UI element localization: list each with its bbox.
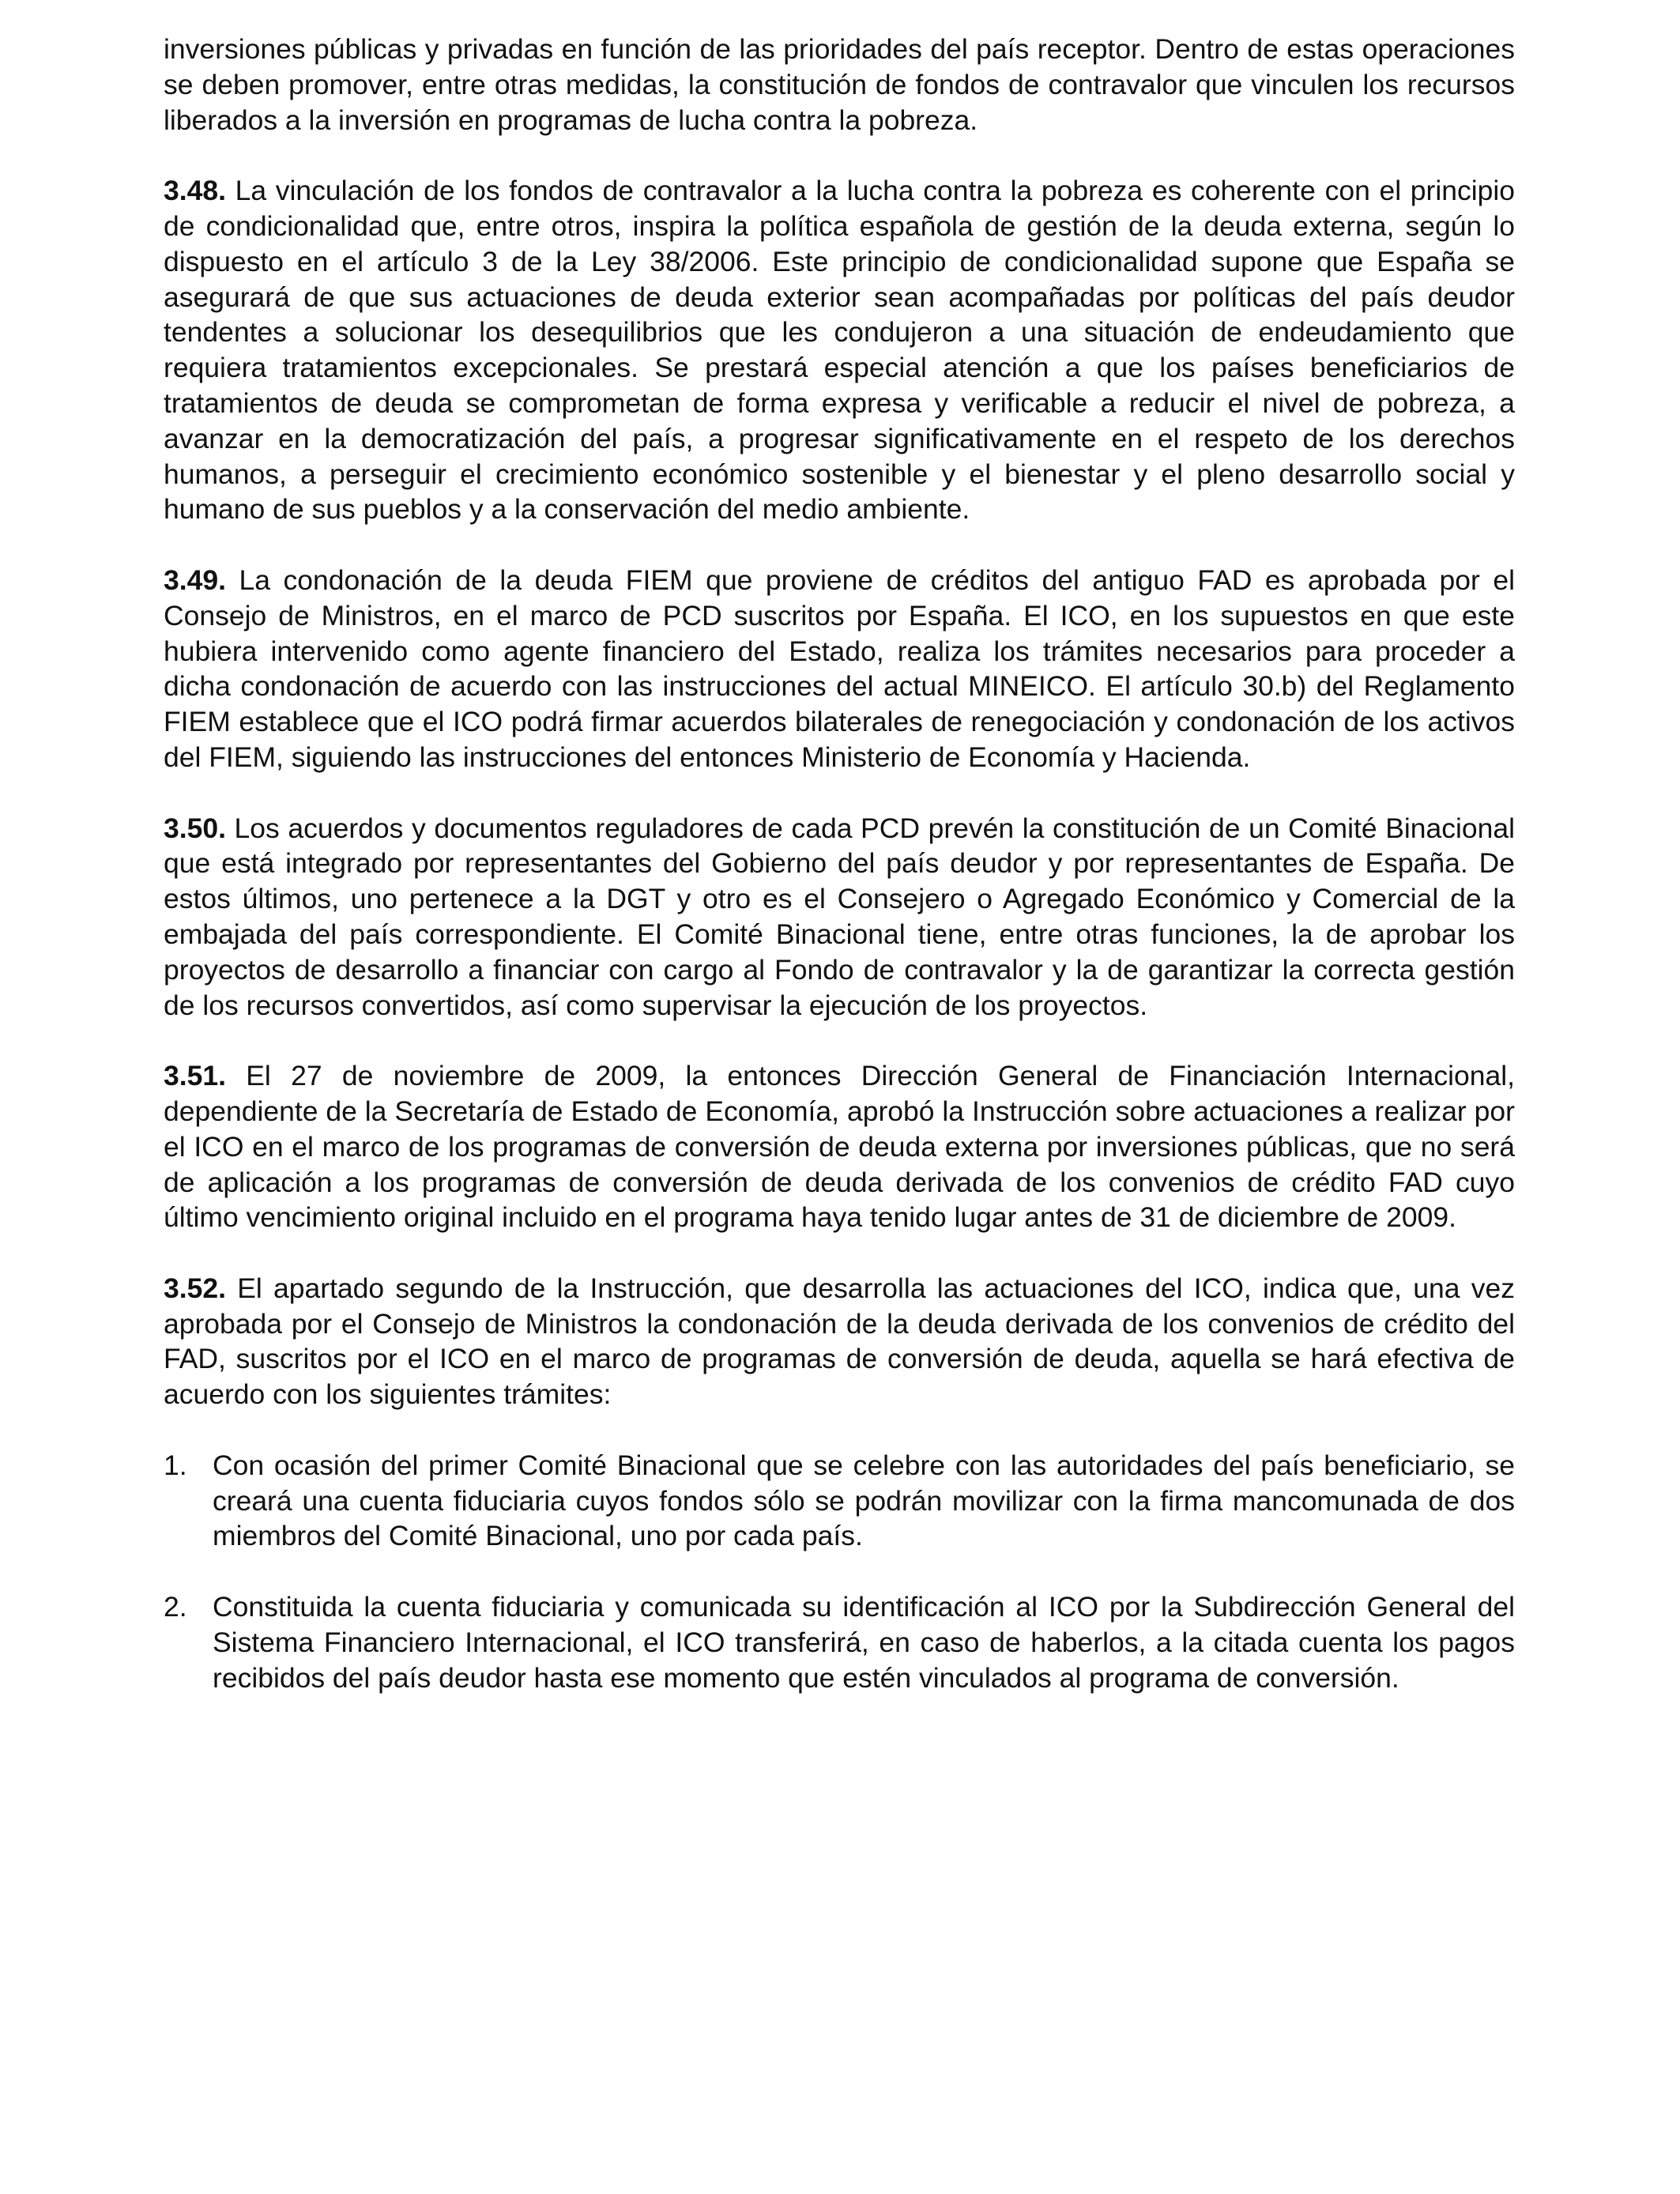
paragraph-number: 3.50. bbox=[164, 812, 226, 844]
procedure-list bbox=[164, 1448, 1515, 1696]
paragraph-text: El apartado segundo de la Instrucción, que desarrolla las actuaciones del ICO, indica que, una vez aprobada por el Consejo de Ministros la condonación de la deuda derivada de los convenios de crédito del FAD, suscritos por el ICO en el marco de programas de conversión de deuda, aquella se hará efectiva de acuerdo con los siguientes trámites: bbox=[164, 1272, 1515, 1411]
list-marker: 2. bbox=[164, 1591, 187, 1623]
list-item bbox=[164, 1448, 1515, 1554]
list-marker: 1. bbox=[164, 1449, 187, 1481]
paragraph-text: Los acuerdos y documentos reguladores de cada PCD prevén la constitución de un Comité Binacional que está integrado por representantes del Gobierno del país deudor y por representantes de España. De estos últimos, uno pertenece a la DGT y otro es el Consejero o Agregado Económico y Comercial de la embajada del país correspondiente. El Comité Binacional tiene, entre otras funciones, la de aprobar los proyectos de desarrollo a financiar con cargo al Fondo de contravalor y la de garantizar la correcta gestión de los recursos convertidos, así como supervisar la ejecución de los proyectos. bbox=[164, 812, 1515, 1021]
paragraph-number: 3.52. bbox=[164, 1272, 226, 1304]
paragraph-text: La vinculación de los fondos de contravalor a la lucha contra la pobreza es coherente con el principio de condicionalidad que, entre otros, inspira la política española de gestión de la deuda externa, según lo dispuesto en el artículo 3 de la Ley 38/2006. Este principio de condicionalidad supone que España se asegurará de que sus actuaciones de deuda exterior sean acompañadas por políticas del país deudor tendentes a solucionar los desequilibrios que les condujeron a una situación de endeudamiento que requiera tratamientos excepcionales. Se prestará especial atención a que los países beneficiarios de tratamientos de deuda se comprometan de forma expresa y verificable a reducir el nivel de pobreza, a avanzar en la democratización del país, a progresar significativamente en el respeto de los derechos humanos, a perseguir el crecimiento económico sostenible y el bienestar y el pleno desarrollo social y humano de sus pueblos y a la conservación del medio ambiente. bbox=[164, 175, 1515, 526]
list-item-text: Constituida la cuenta fiduciaria y comunicada su identificación al ICO por la Subdirección General del Sistema Financiero Internacional, el ICO transferirá, en caso de haberlos, a la citada cuenta los pagos recibidos del país deudor hasta ese momento que estén vinculados al programa de conversión. bbox=[213, 1591, 1515, 1694]
paragraph-3-50 bbox=[164, 811, 1515, 1023]
document-page bbox=[164, 32, 1515, 1731]
paragraph-number: 3.48. bbox=[164, 175, 226, 207]
paragraph-3-51 bbox=[164, 1058, 1515, 1235]
paragraph-text: inversiones públicas y privadas en función de las prioridades del país receptor. Dentro de estas operaciones se deben promover, entre otras medidas, la constitución de fondos de contravalor que vinculen los recursos liberados a la inversión en programas de lucha contra la pobreza. bbox=[164, 33, 1515, 136]
paragraph-continuation bbox=[164, 32, 1515, 138]
paragraph-3-49 bbox=[164, 563, 1515, 775]
paragraph-3-48 bbox=[164, 173, 1515, 527]
paragraph-number: 3.51. bbox=[164, 1060, 226, 1092]
list-item-text: Con ocasión del primer Comité Binacional que se celebre con las autoridades del país beneficiario, se creará una cuenta fiduciaria cuyos fondos sólo se podrán movilizar con la firma mancomunada de dos miembros del Comité Binacional, uno por cada país. bbox=[213, 1449, 1515, 1552]
paragraph-text: El 27 de noviembre de 2009, la entonces Dirección General de Financiación Internacional, dependiente de la Secretaría de Estado de Economía, aprobó la Instrucción sobre actuaciones a realizar por el ICO en el marco de los programas de conversión de deuda externa por inversiones públicas, que no será de aplicación a los programas de conversión de deuda derivada de los convenios de crédito FAD cuyo último vencimiento original incluido en el programa haya tenido lugar antes de 31 de diciembre de 2009. bbox=[164, 1060, 1515, 1234]
paragraph-text: La condonación de la deuda FIEM que proviene de créditos del antiguo FAD es aprobada por el Consejo de Ministros, en el marco de PCD suscritos por España. El ICO, en los supuestos en que este hubiera intervenido como agente financiero del Estado, realiza los trámites necesarios para proceder a dicha condonación de acuerdo con las instrucciones del actual MINEICO. El artículo 30.b) del Reglamento FIEM establece que el ICO podrá firmar acuerdos bilaterales de renegociación y condonación de los activos del FIEM, siguiendo las instrucciones del entonces Ministerio de Economía y Hacienda. bbox=[164, 564, 1515, 773]
paragraph-3-52 bbox=[164, 1271, 1515, 1412]
list-item bbox=[164, 1589, 1515, 1695]
paragraph-number: 3.49. bbox=[164, 564, 226, 596]
